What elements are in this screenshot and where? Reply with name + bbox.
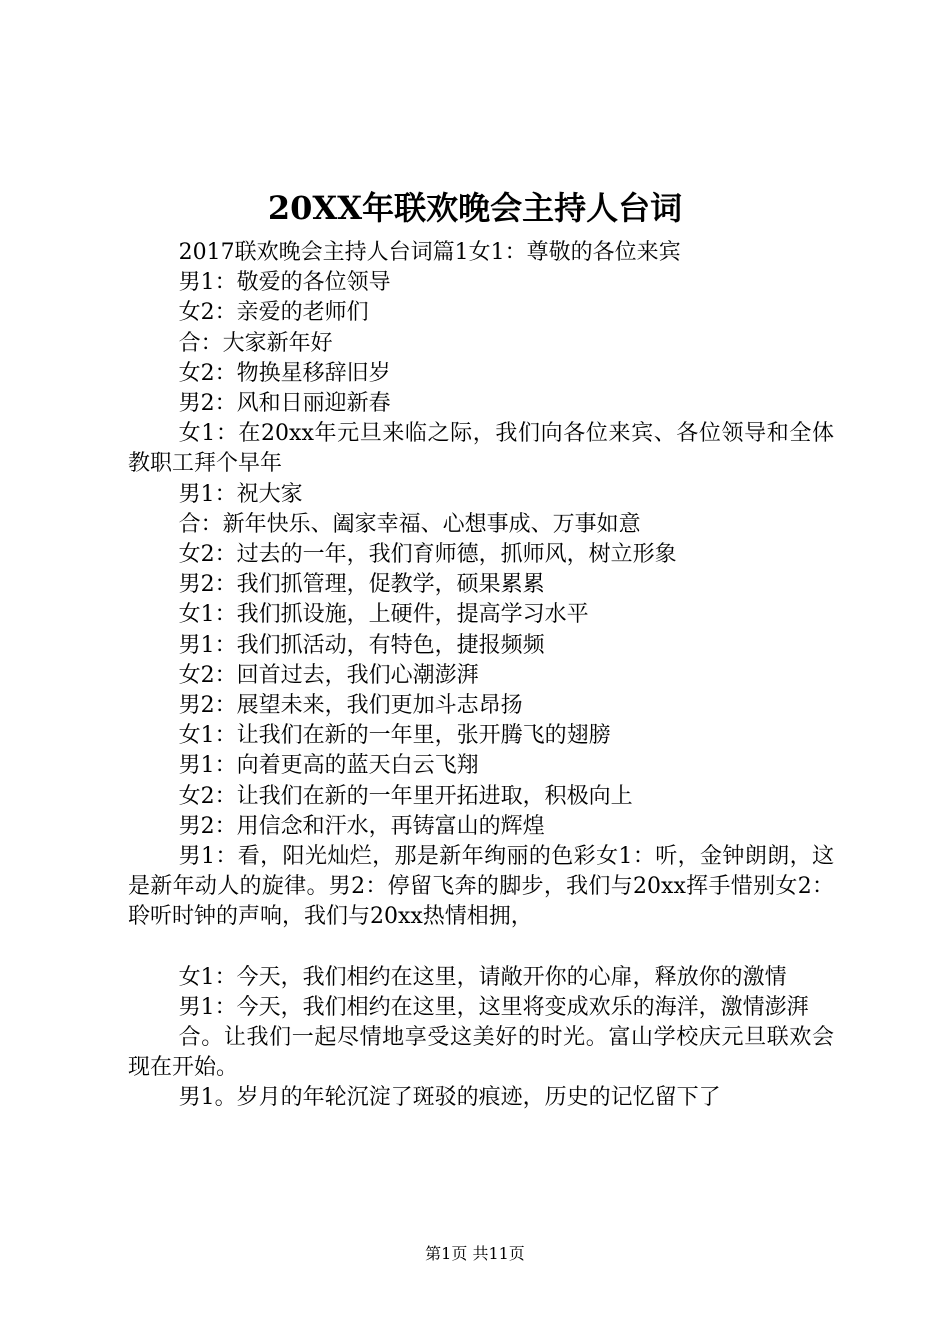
paragraph: 男1：祝大家 bbox=[178, 481, 303, 507]
paragraph: 女1：让我们在新的一年里，张开腾飞的翅膀 bbox=[178, 723, 611, 749]
paragraph: 男1。岁月的年轮沉淀了斑驳的痕迹，历史的记忆留下了 bbox=[178, 1085, 721, 1111]
paragraph: 男1：向着更高的蓝天白云飞翔 bbox=[178, 753, 479, 779]
paragraph: 合：大家新年好 bbox=[178, 330, 333, 356]
document-title: 20XX年联欢晚会主持人台词 bbox=[267, 189, 683, 227]
paragraph: 2017联欢晚会主持人台词篇1女1：尊敬的各位来宾 bbox=[178, 240, 681, 265]
paragraph: 女2：物换星移辞旧岁 bbox=[178, 360, 391, 386]
paragraph: 男2：用信念和汗水，再铸富山的辉煌 bbox=[178, 813, 545, 839]
paragraph: 男2：展望未来，我们更加斗志昂扬 bbox=[178, 693, 523, 719]
paragraph: 男1：看，阳光灿烂，那是新年绚丽的色彩女1：听，金钟朗朗，这是新年动人的旋律。男2：停留飞奔的脚步，我们与20xx挥手惜别女2：聆听时钟的声响，我们与20xx热情相拥， bbox=[128, 844, 834, 930]
paragraph: 女2：亲爱的老师们 bbox=[178, 300, 369, 326]
paragraph: 男1：今天，我们相约在这里，这里将变成欢乐的海洋，激情澎湃 bbox=[178, 994, 809, 1020]
paragraph: 男1：我们抓活动，有特色，捷报频频 bbox=[178, 632, 545, 658]
paragraph: 男2：我们抓管理，促教学，硕果累累 bbox=[178, 572, 545, 598]
paragraph: 女1：今天，我们相约在这里，请敞开你的心扉，释放你的激情 bbox=[178, 964, 787, 990]
paragraph: 合。让我们一起尽情地享受这美好的时光。富山学校庆元旦联欢会现在开始。 bbox=[128, 1025, 834, 1081]
document-body bbox=[128, 238, 834, 1114]
paragraph: 男1：敬爱的各位领导 bbox=[178, 270, 391, 296]
page-number-footer: 第1页 共11页 bbox=[425, 1244, 525, 1263]
paragraph: 女2：让我们在新的一年里开拓进取，积极向上 bbox=[178, 783, 633, 809]
paragraph: 男2：风和日丽迎新春 bbox=[178, 391, 391, 417]
paragraph: 女2：回首过去，我们心潮澎湃 bbox=[178, 662, 479, 688]
paragraph: 合：新年快乐、阖家幸福、心想事成、万事如意 bbox=[178, 511, 641, 537]
paragraph: 女1：我们抓设施，上硬件，提高学习水平 bbox=[178, 602, 589, 628]
paragraph: 女2：过去的一年，我们育师德，抓师风，树立形象 bbox=[178, 542, 677, 568]
paragraph: 女1：在20xx年元旦来临之际，我们向各位来宾、各位领导和全体教职工拜个早年 bbox=[128, 421, 834, 477]
